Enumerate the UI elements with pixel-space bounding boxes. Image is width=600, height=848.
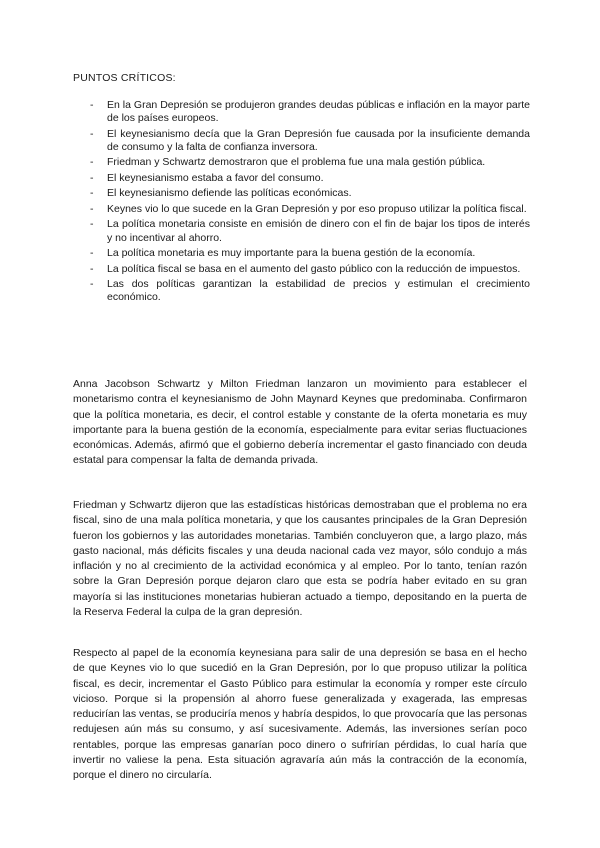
list-item: - En la Gran Depresión se produjeron grandes deudas públicas e inflación en la mayor parte de los países europeos. (90, 99, 530, 125)
paragraph-keynesian-economy: Respecto al papel de la economía keynesiana para salir de una depresión se basa en el hecho de que Keynes vio lo que sucedió en la Gran Depresión, por lo que propuso utilizar la política fiscal, es decir, incrementar el Gasto Público para estimular la economía y romper este círculo vicioso. Porque si la propensión al ahorro fuese generalizada y exagerada, las empresas reducirían las ventas, se produciría menos y habría despidos, lo que provocaría que las personas redujesen aún más su consumo, y así sucesivamente. Además, las inversiones serían poco rentables, porque las empresas ganarían poco dinero o sufrirían pérdidas, lo cual haría que invertir no valiese la pena. Esta situación agravaría aún más la contracción de la economía, porque el dinero no circularía. (73, 647, 527, 782)
list-item: - El keynesianismo defiende las políticas económicas. (90, 187, 530, 200)
list-item: - Friedman y Schwartz demostraron que el problema fue una mala gestión pública. (90, 156, 530, 169)
list-item: - Las dos políticas garantizan la estabilidad de precios y estimulan el crecimiento económico. (90, 278, 530, 304)
paragraph-friedman-schwartz: Friedman y Schwartz dijeron que las estadísticas históricas demostraban que el problema no era fiscal, sino de una mala política monetaria, y que los causantes principales de la Gran Depresión fueron los gobiernos y las autoridades monetarias. También concluyeron que, a largo plazo, más gasto nacional, más déficits fiscales y una deuda nacional cada vez mayor, sólo condujo a más inflación y no al crecimiento de la actividad económica y al empleo. Por lo tanto, tenían razón sobre la Gran Depresión porque dejaron claro que esta se podría haber evitado en su gran mayoría si las instituciones monetarias hubieran actuado a tiempo, depositando en la puerta de la Reserva Federal la culpa de la gran depresión. (73, 499, 527, 619)
list-item: - La política monetaria es muy importante para la buena gestión de la economía. (90, 247, 530, 260)
list-item: - El keynesianismo decía que la Gran Depresión fue causada por la insuficiente demanda de consumo y la falta de confianza inversora. (90, 128, 530, 154)
paragraph-monetarism: Anna Jacobson Schwartz y Milton Friedman lanzaron un movimiento para establecer el monetarismo contra el keynesianismo de John Maynard Keynes que predominaba. Confirmaron que la política monetaria, es decir, el control estable y constante de la oferta monetaria es muy importante para la buena gestión de la economía, especialmente para evitar serias fluctuaciones económicas. Además, afirmó que el gobierno debería incrementar el gasto financiado con deuda estatal para compensar la falta de demanda privada. (73, 378, 527, 467)
critical-points-list (90, 99, 530, 307)
list-item: - Keynes vio lo que sucede en la Gran Depresión y por eso propuso utilizar la política fiscal. (90, 203, 530, 216)
list-item: - La política monetaria consiste en emisión de dinero con el fin de bajar los tipos de interés y no incentivar al ahorro. (90, 218, 530, 244)
list-item: - La política fiscal se basa en el aumento del gasto público con la reducción de impuestos. (90, 263, 530, 276)
section-heading: PUNTOS CRÍTICOS: (73, 72, 176, 84)
list-item: - El keynesianismo estaba a favor del consumo. (90, 172, 530, 185)
